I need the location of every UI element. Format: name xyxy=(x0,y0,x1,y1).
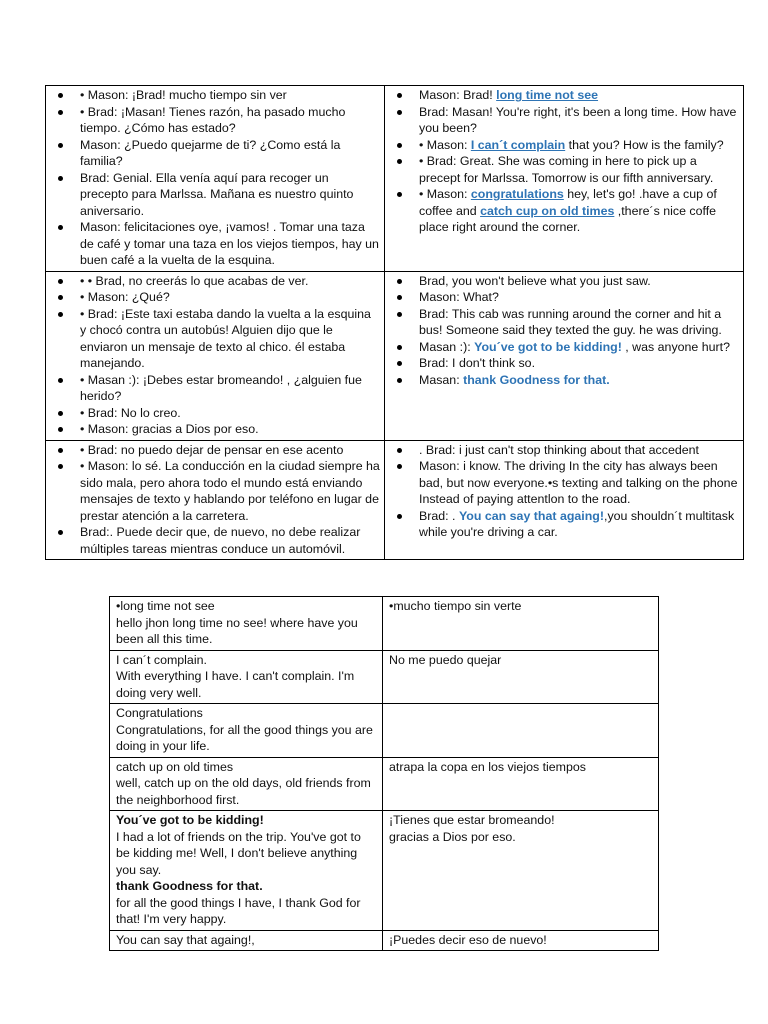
dialogue-line xyxy=(389,87,739,104)
vocabulary-row xyxy=(110,597,659,651)
dialogue-text: Brad: This cab was running around the corner and hit a bus! Someone said they texted the guy. he was driving. xyxy=(419,306,722,337)
highlighted-phrase: I can´t complain xyxy=(470,137,566,152)
dialogue-text: Mason: ¿Puedo quejarme de ti? ¿Como está la familia? xyxy=(80,137,341,168)
dialogue-text: • Mason: lo sé. La conducción en la ciudad siempre ha sido mala, pero ahora todo el mundo está enviando mensajes de texto y hablando por teléfono en lugar de prestar atención a la carretera. xyxy=(80,459,380,523)
dialogue-text: • Brad: ¡Masan! Tienes razón, ha pasado mucho tiempo. ¿Cómo has estado? xyxy=(80,104,346,135)
english-cell xyxy=(385,440,744,560)
dialogue-table xyxy=(45,85,744,560)
highlighted-phrase: thank Goodness for that. xyxy=(463,372,610,387)
dialogue-line xyxy=(389,153,739,186)
dialogue-text: • • Brad, no creerás lo que acabas de ver. xyxy=(80,273,309,288)
dialogue-line xyxy=(50,137,380,170)
english-phrase-cell xyxy=(110,811,383,931)
dialogue-body xyxy=(46,86,744,560)
dialogue-line xyxy=(389,137,739,154)
vocabulary-text: well, catch up on the old days, old friends from the neighborhood first. xyxy=(116,776,371,807)
spanish-cell xyxy=(46,440,385,560)
dialogue-text: • Masan :): ¡Debes estar bromeando! , ¿alguien fue herido? xyxy=(80,372,362,403)
vocabulary-table xyxy=(109,596,659,951)
vocabulary-text: •long time not see xyxy=(116,599,215,613)
dialogue-text: ,there´s nice coffe place right around the corner. xyxy=(419,203,717,234)
vocabulary-text: atrapa la copa en los viejos tiempos xyxy=(389,759,586,774)
vocabulary-text: hello jhon long time no see! where have you been all this time. xyxy=(116,615,358,646)
highlighted-phrase: You can say that againg! xyxy=(458,508,604,523)
english-phrase-cell xyxy=(110,930,383,951)
vocabulary-text: ¡Tienes que estar bromeando! xyxy=(389,813,555,827)
dialogue-text: Brad: Masan! You're right, it's been a long time. How have you been? xyxy=(419,104,737,135)
vocabulary-text: No me puedo quejar xyxy=(389,652,502,667)
english-phrase-cell xyxy=(110,757,383,811)
dialogue-line xyxy=(389,355,739,372)
dialogue-line xyxy=(389,508,739,541)
dialogue-text: • Mason: gracias a Dios por eso. xyxy=(80,422,259,436)
spanish-cell xyxy=(46,271,385,440)
spanish-bullet-list xyxy=(50,442,380,558)
vocabulary-body xyxy=(110,597,659,951)
vocabulary-text: I had a lot of friends on the trip. You've got to be kidding me! Well, I don't believe anything you say. xyxy=(116,829,361,877)
dialogue-text: Masan: xyxy=(419,372,464,387)
dialogue-line xyxy=(50,170,380,220)
vocabulary-text: catch up on old times xyxy=(116,759,234,774)
dialogue-text: hey, let's go! .have a cup of coffee and xyxy=(419,187,717,218)
dialogue-text: • Brad: No lo creo. xyxy=(80,405,181,420)
vocabulary-text: Congratulations, for all the good things you are doing in your life. xyxy=(116,722,373,753)
vocabulary-text: for all the good things I have, I thank God for that! I'm very happy. xyxy=(116,895,361,926)
dialogue-line xyxy=(50,405,380,422)
dialogue-row xyxy=(46,86,744,272)
vocabulary-text: gracias a Dios por eso. xyxy=(389,829,516,844)
dialogue-text: Brad: I don't think so. xyxy=(419,356,536,370)
dialogue-line xyxy=(50,458,380,524)
dialogue-line xyxy=(389,458,739,508)
vocabulary-row xyxy=(110,650,659,704)
dialogue-text: Mason: felicitaciones oye, ¡vamos! . Tomar una taza de café y tomar una taza en los viejos tiempos, hay un buen café a la vuelta de la esquina. xyxy=(80,220,379,267)
dialogue-text: Brad: . xyxy=(419,508,459,523)
dialogue-row xyxy=(46,271,744,440)
spanish-phrase-cell xyxy=(383,930,659,951)
dialogue-text: ,you shouldn´t multitask while you're driving a car. xyxy=(419,508,735,539)
dialogue-text: that you? How is the family? xyxy=(565,137,724,152)
dialogue-line xyxy=(389,442,739,459)
highlighted-phrase: long time not see xyxy=(496,88,599,102)
dialogue-text: Brad:. Puede decir que, de nuevo, no debe realizar múltiples tareas mientras conduce un automóvil. xyxy=(80,525,361,556)
vocabulary-text: •mucho tiempo sin verte xyxy=(389,599,522,613)
dialogue-text: • Mason: xyxy=(419,137,471,152)
dialogue-line xyxy=(50,273,380,290)
dialogue-line xyxy=(50,104,380,137)
highlighted-phrase: You´ve got to be kidding! xyxy=(474,339,622,354)
dialogue-text: Mason: i know. The driving In the city has always been bad, but now everyone.•s texting and talking on the phone Instead of paying attentlon to the road. xyxy=(419,459,738,506)
dialogue-text: • Brad: no puedo dejar de pensar en ese acento xyxy=(80,442,344,457)
dialogue-line xyxy=(50,524,380,557)
spanish-phrase-cell xyxy=(383,811,659,931)
vocabulary-row xyxy=(110,811,659,931)
dialogue-text: • Mason: ¡Brad! mucho tiempo sin ver xyxy=(80,88,287,102)
dialogue-text: Mason: Brad! xyxy=(419,88,497,102)
spanish-phrase-cell xyxy=(383,757,659,811)
english-bullet-list xyxy=(389,442,739,541)
vocabulary-text: You can say that againg!, xyxy=(116,932,255,947)
english-bullet-list xyxy=(389,273,739,389)
english-bullet-list xyxy=(389,87,739,236)
spanish-cell xyxy=(46,86,385,272)
dialogue-text: , was anyone hurt? xyxy=(621,339,730,354)
dialogue-text: • Brad: Great. She was coming in here to pick up a precept for Marlssa. Tomorrow is our fifth anniversary. xyxy=(419,154,714,185)
dialogue-line xyxy=(50,442,380,459)
dialogue-line xyxy=(389,186,739,236)
vocabulary-row xyxy=(110,704,659,758)
vocabulary-text: ¡Puedes decir eso de nuevo! xyxy=(389,932,547,947)
dialogue-line xyxy=(389,306,739,339)
dialogue-text: Masan :): xyxy=(419,339,475,354)
english-cell xyxy=(385,271,744,440)
vocabulary-text: With everything I have. I can't complain. I'm doing very well. xyxy=(116,669,355,700)
dialogue-line xyxy=(389,104,739,137)
dialogue-text: Brad: Genial. Ella venía aquí para recoger un precepto para Marlssa. Mañana es nuestro quinto aniversario. xyxy=(80,170,354,218)
spanish-phrase-cell xyxy=(383,597,659,651)
vocabulary-text: Congratulations xyxy=(116,706,203,720)
english-cell xyxy=(385,86,744,272)
dialogue-text: . Brad: i just can't stop thinking about that accedent xyxy=(419,442,699,457)
vocabulary-text: You´ve got to be kidding! xyxy=(116,813,264,827)
dialogue-line xyxy=(50,421,380,438)
dialogue-line xyxy=(50,219,380,269)
dialogue-line xyxy=(389,273,739,290)
dialogue-row xyxy=(46,440,744,560)
english-phrase-cell xyxy=(110,704,383,758)
spanish-bullet-list xyxy=(50,273,380,438)
dialogue-line xyxy=(50,306,380,372)
dialogue-text: • Mason: xyxy=(419,187,471,201)
dialogue-line xyxy=(50,289,380,306)
dialogue-line xyxy=(50,87,380,104)
vocabulary-row xyxy=(110,757,659,811)
english-phrase-cell xyxy=(110,597,383,651)
highlighted-phrase: congratulations xyxy=(470,187,564,201)
dialogue-line xyxy=(389,339,739,356)
dialogue-text: Mason: What? xyxy=(419,290,499,304)
dialogue-line xyxy=(50,372,380,405)
dialogue-text: • Brad: ¡Este taxi estaba dando la vuelta a la esquina y chocó contra un autobús! Alguien dijo que le enviaron un mensaje de texto al chico. él estaba manejando. xyxy=(80,306,371,370)
vocabulary-text: thank Goodness for that. xyxy=(116,879,263,893)
spanish-phrase-cell xyxy=(383,704,659,758)
english-phrase-cell xyxy=(110,650,383,704)
highlighted-phrase: catch cup on old times xyxy=(480,203,615,218)
vocabulary-text: I can´t complain. xyxy=(116,652,207,667)
spanish-phrase-cell xyxy=(383,650,659,704)
vocabulary-row xyxy=(110,930,659,951)
spanish-bullet-list xyxy=(50,87,380,269)
dialogue-line xyxy=(389,289,739,306)
dialogue-text: • Mason: ¿Qué? xyxy=(80,290,170,304)
dialogue-line xyxy=(389,372,739,389)
dialogue-text: Brad, you won't believe what you just saw. xyxy=(419,273,651,288)
